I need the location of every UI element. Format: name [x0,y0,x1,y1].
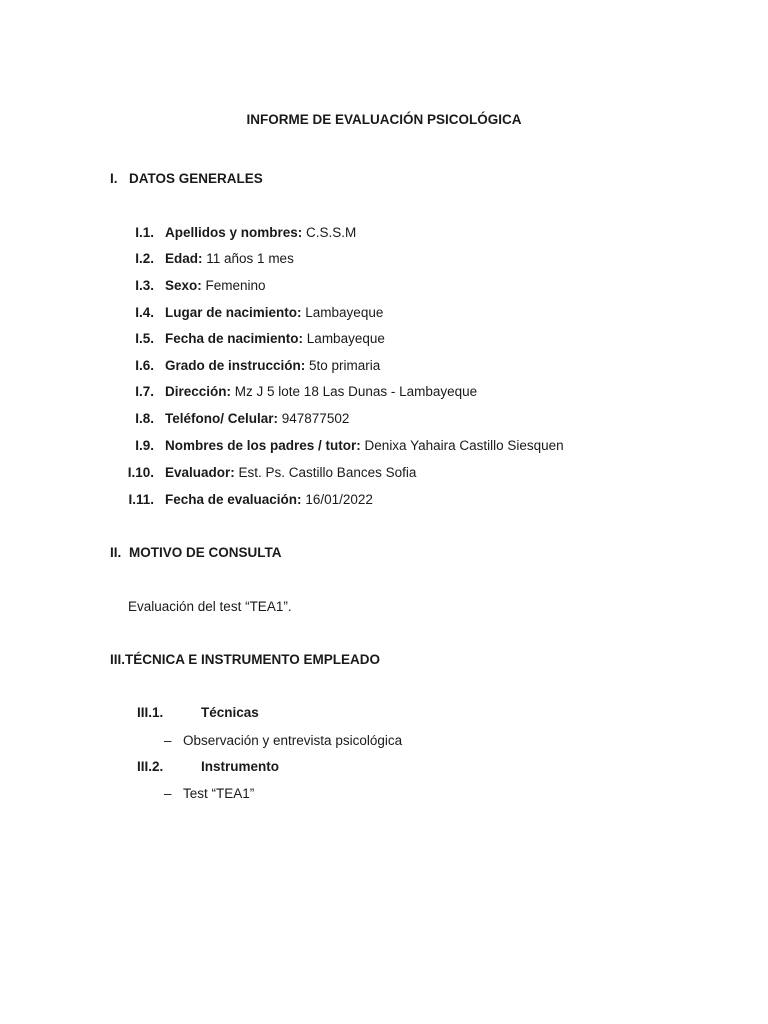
section-title: MOTIVO DE CONSULTA [129,545,282,560]
field-value: Lambayeque [303,331,385,346]
field-label: Apellidos y nombres: [165,225,303,240]
section-number: II. [110,545,122,560]
field-label: Lugar de nacimiento: [165,305,302,320]
field-number: I.10. [127,465,154,480]
dash-bullet: – [164,733,172,748]
section-number: III. [110,652,126,667]
field-label: Nombres de los padres / tutor: [165,438,361,453]
section-title: DATOS GENERALES [129,171,263,186]
field-label: Sexo: [165,278,202,293]
field-value: Mz J 5 lote 18 Las Dunas - Lambayeque [231,384,478,399]
field-number: I.9. [135,438,154,453]
document-title: INFORME DE EVALUACIÓN PSICOLÓGICA [246,112,522,127]
field-value: Lambayeque [301,305,384,320]
section-title: TÉCNICA E INSTRUMENTO EMPLEADO [125,652,381,667]
field-value: Est. Ps. Castillo Bances Sofia [234,465,417,480]
field-number: I.8. [135,411,154,426]
section-motivo-consulta [110,545,282,560]
field-value: 16/01/2022 [301,492,373,507]
field-number: I.4. [135,305,154,320]
field-value: 5to primaria [305,358,381,373]
subsection-label: Técnicas [201,705,259,720]
field-number: I.5. [135,331,154,346]
subsection-label: Instrumento [201,759,280,774]
field-label: Grado de instrucción: [165,358,306,373]
motivo-text: Evaluación del test “TEA1”. [128,599,292,614]
field-number: I.3. [135,278,154,293]
bullet-text: Test “TEA1” [183,786,255,801]
field-label: Edad: [165,251,203,266]
field-number: I.2. [135,251,154,266]
field-label: Evaluador: [165,465,235,480]
field-number: I.6. [135,358,154,373]
section-tecnica-instrumento [110,652,380,667]
field-label: Dirección: [165,384,232,399]
field-number: I.7. [135,384,154,399]
field-value: 947877502 [278,411,350,426]
field-number: I.11. [128,492,154,507]
field-value: Denixa Yahaira Castillo Siesquen [360,438,564,453]
field-label: Fecha de evaluación: [165,492,302,507]
subsection-number: III.2. [137,759,164,774]
field-value: Femenino [201,278,266,293]
bullet-text: Observación y entrevista psicológica [183,733,403,748]
section-datos-generales [110,171,263,186]
field-value: 11 años 1 mes [202,251,294,266]
dash-bullet: – [164,786,172,801]
field-label: Teléfono/ Celular: [165,411,279,426]
field-value: C.S.S.M [302,225,357,240]
field-label: Fecha de nacimiento: [165,331,304,346]
section-number: I. [110,171,118,186]
subsection-number: III.1. [137,705,164,720]
field-number: I.1. [135,225,154,240]
